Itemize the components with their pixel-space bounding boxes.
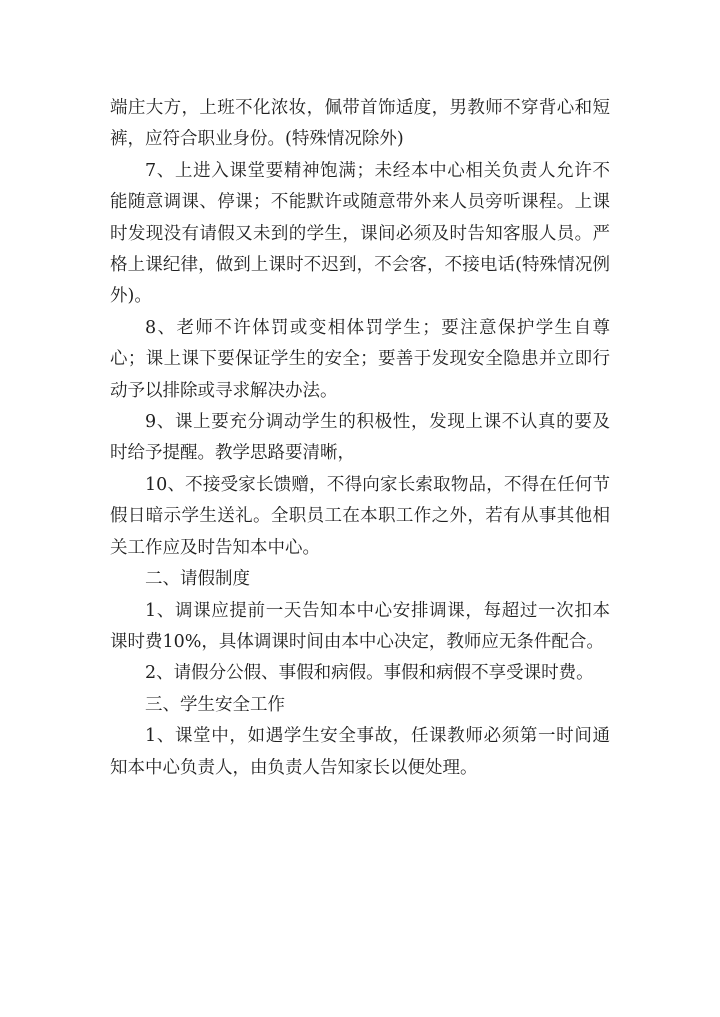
paragraph-leave-1: 1、调课应提前一天告知本中心安排调课，每超过一次扣本课时费10%，具体调课时间由本中心决定，教师应无条件配合。: [110, 600, 610, 652]
paragraph-dress-code: 端庄大方，上班不化浓妆，佩带首饰适度，男教师不穿背心和短裤，应符合职业身份。(特殊情况除外): [110, 98, 610, 150]
paragraph-rule-10: 10、不接受家长馈赠，不得向家长索取物品，不得在任何节假日暗示学生送礼。全职员工在本职工作之外，若有从事其他相关工作应及时告知本中心。: [110, 474, 610, 558]
paragraph-rule-9: 9、课上要充分调动学生的积极性，发现上课不认真的要及时给予提醒。教学思路要清晰，: [110, 412, 610, 464]
paragraph-rule-7: 7、上进入课堂要精神饱满；未经本中心相关负责人允许不能随意调课、停课；不能默许或随意带外来人员旁听课程。上课时发现没有请假又未到的学生，课间必须及时告知客服人员。严格上课纪律，做到上课时不迟到，不会客，不接电话(特殊情况例外)。: [110, 160, 610, 307]
section-heading-student-safety: 三、学生安全工作: [145, 694, 285, 715]
paragraph-safety-1: 1、课堂中，如遇学生安全事故，任课教师必须第一时间通知本中心负责人，由负责人告知家长以便处理。: [110, 726, 610, 778]
section-heading-leave-policy: 二、请假制度: [145, 569, 250, 590]
paragraph-rule-8: 8、老师不许体罚或变相体罚学生；要注意保护学生自尊心；课上课下要保证学生的安全；要善于发现安全隐患并立即行动予以排除或寻求解决办法。: [110, 317, 610, 401]
document-body: [110, 93, 610, 784]
paragraph-leave-2: 2、请假分公假、事假和病假。事假和病假不享受课时费。: [145, 663, 594, 684]
